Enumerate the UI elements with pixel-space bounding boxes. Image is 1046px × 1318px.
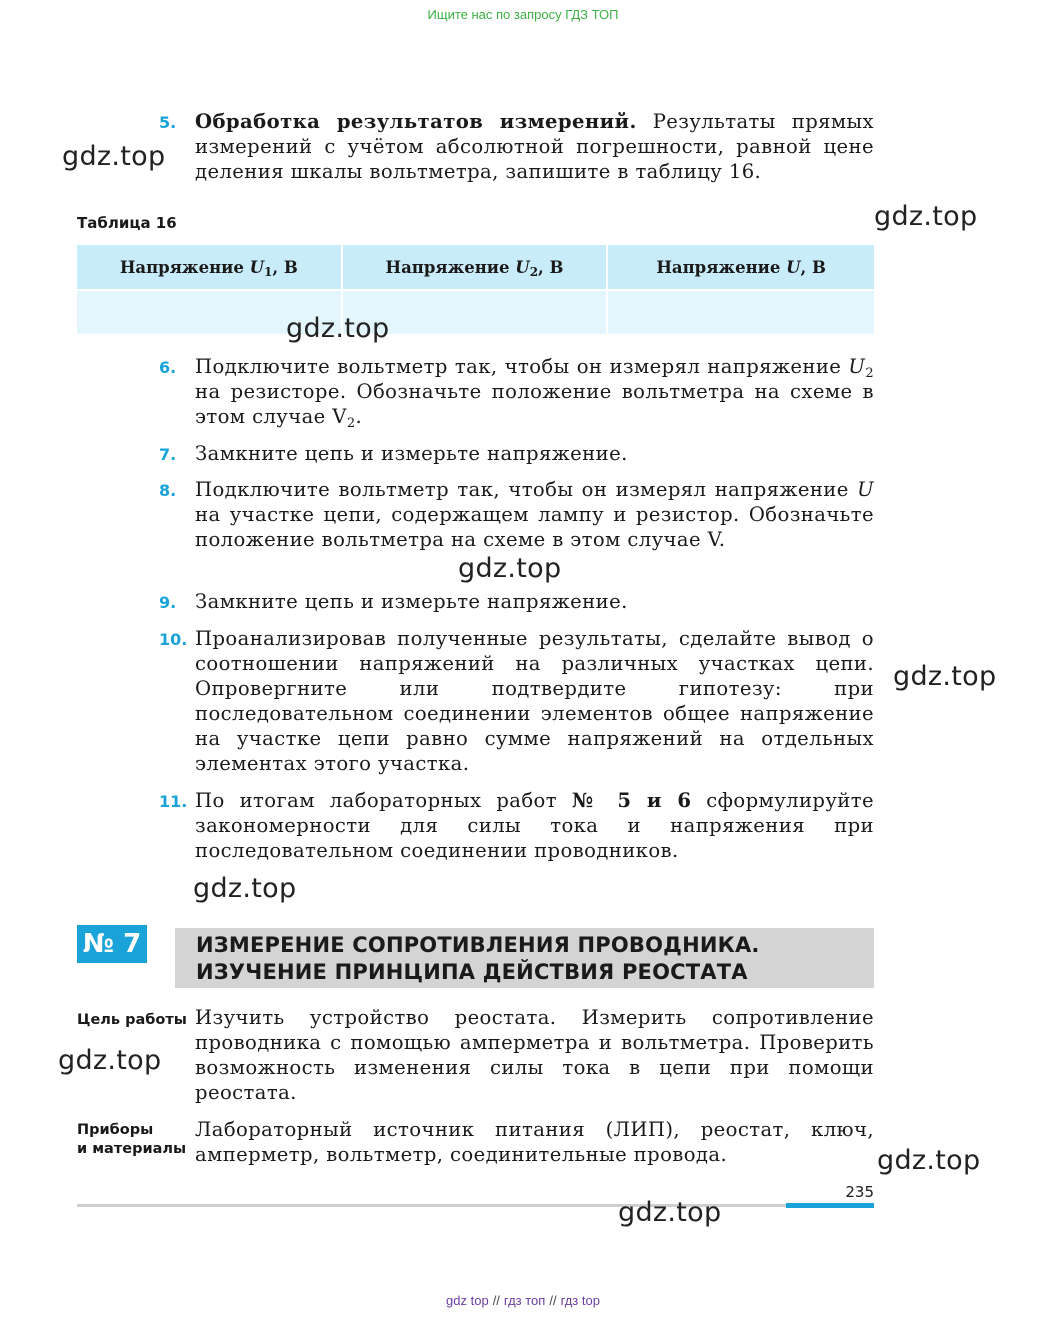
watermark: gdz.top xyxy=(458,553,562,584)
watermark: gdz.top xyxy=(877,1145,981,1176)
step-8-text: Подключите вольтметр так, чтобы он измерял напряжение U на участке цепи, содержащем лампу и резистор. Обозначьте положение вольтметра на схеме в этом случае V. xyxy=(195,478,874,551)
watermark: gdz.top xyxy=(193,873,297,904)
step-7-text: Замкните цепь и измерьте напряжение. xyxy=(195,442,628,465)
lab-number-badge: № 7 xyxy=(77,925,147,963)
step-5-body: Результаты прямых измерений с учётом абсолютной погрешности, равной цене деления шкалы вольтметра, запишите в таблицу 16. xyxy=(195,110,874,183)
footer-link-3[interactable]: гдз top xyxy=(560,1293,600,1308)
footer-links xyxy=(0,1293,1046,1308)
watermark: gdz.top xyxy=(618,1197,722,1228)
step-10-text: Проанализировав полученные результаты, сделайте вывод о соотношении напряжений на различных участках цепи. Опровергните или подтвердите гипотезу: при последовательном соединении элементов общее напряжение на участке цепи равно сумме напряжений на отдельных элементах этого участка. xyxy=(195,627,874,775)
watermark: gdz.top xyxy=(286,313,390,344)
lab-title-line-2: ИЗУЧЕНИЕ ПРИНЦИПА ДЕЙСТВИЯ РЕОСТАТА xyxy=(196,960,748,984)
watermark: gdz.top xyxy=(58,1045,162,1076)
footer-link-1[interactable]: gdz top xyxy=(446,1293,489,1308)
symbol-u: U xyxy=(857,478,874,501)
step-number-5: 5. xyxy=(159,113,177,132)
step-number-6: 6. xyxy=(159,358,177,377)
header-u: Напряжение U, В xyxy=(608,245,874,291)
step-number-11: 11. xyxy=(159,792,188,811)
cell-u-value xyxy=(608,291,874,334)
goal-label: Цель работы xyxy=(77,1012,187,1028)
step-number-7: 7. xyxy=(159,445,177,464)
header-u2: Напряжение $U_2$, В xyxy=(343,245,609,291)
goal-text: Изучить устройство реостата. Измерить сопротивление проводника с помощью амперметра и вольтметра. Проверить возможность изменения силы тока в цепи при помощи реостата. xyxy=(195,1006,874,1104)
footer-accent-rule xyxy=(786,1203,874,1208)
lab-title-line-1: ИЗМЕРЕНИЕ СОПРОТИВЛЕНИЯ ПРОВОДНИКА. xyxy=(196,933,760,957)
footer-separator: // xyxy=(549,1293,557,1308)
step-11-text: По итогам лабораторных работ № 5 и 6 сформулируйте закономерности для силы тока и напряжения при последовательном соединении проводников. xyxy=(195,789,874,862)
footer-link-2[interactable]: гдз топ xyxy=(503,1293,546,1308)
step-number-9: 9. xyxy=(159,593,177,612)
table-caption: Таблица 16 xyxy=(77,214,177,232)
table-row xyxy=(77,291,874,334)
step-number-8: 8. xyxy=(159,481,177,500)
voltage-table xyxy=(77,245,874,334)
step-5-text xyxy=(195,109,874,184)
equipment-text: Лабораторный источник питания (ЛИП), реостат, ключ, амперметр, вольтметр, соединительные провода. xyxy=(195,1118,874,1166)
watermark: gdz.top xyxy=(893,661,997,692)
lab-works-ref: № 5 и 6 xyxy=(571,789,692,812)
page-number: 235 xyxy=(845,1183,874,1201)
footer-separator: // xyxy=(492,1293,500,1308)
header-u1: Напряжение $U_1$, В xyxy=(77,245,343,291)
search-hint-link[interactable]: Ищите нас по запросу ГДЗ ТОП xyxy=(427,7,619,22)
watermark: gdz.top xyxy=(874,201,978,232)
table-header-row xyxy=(77,245,874,291)
lab-title xyxy=(196,932,866,986)
watermark: gdz.top xyxy=(62,141,166,172)
step-5-title: Обработка результатов измерений. xyxy=(195,110,637,133)
step-number-10: 10. xyxy=(159,630,188,649)
equipment-label: Приборы и материалы xyxy=(77,1122,187,1157)
step-9-text: Замкните цепь и измерьте напряжение. xyxy=(195,590,628,613)
step-6-text: Подключите вольтметр так, чтобы он измерял напряжение $U_2$ на резисторе. Обозначьте положение вольтметра на схеме в этом случае $V_2$. xyxy=(195,355,874,431)
symbol-u: U xyxy=(848,355,866,378)
